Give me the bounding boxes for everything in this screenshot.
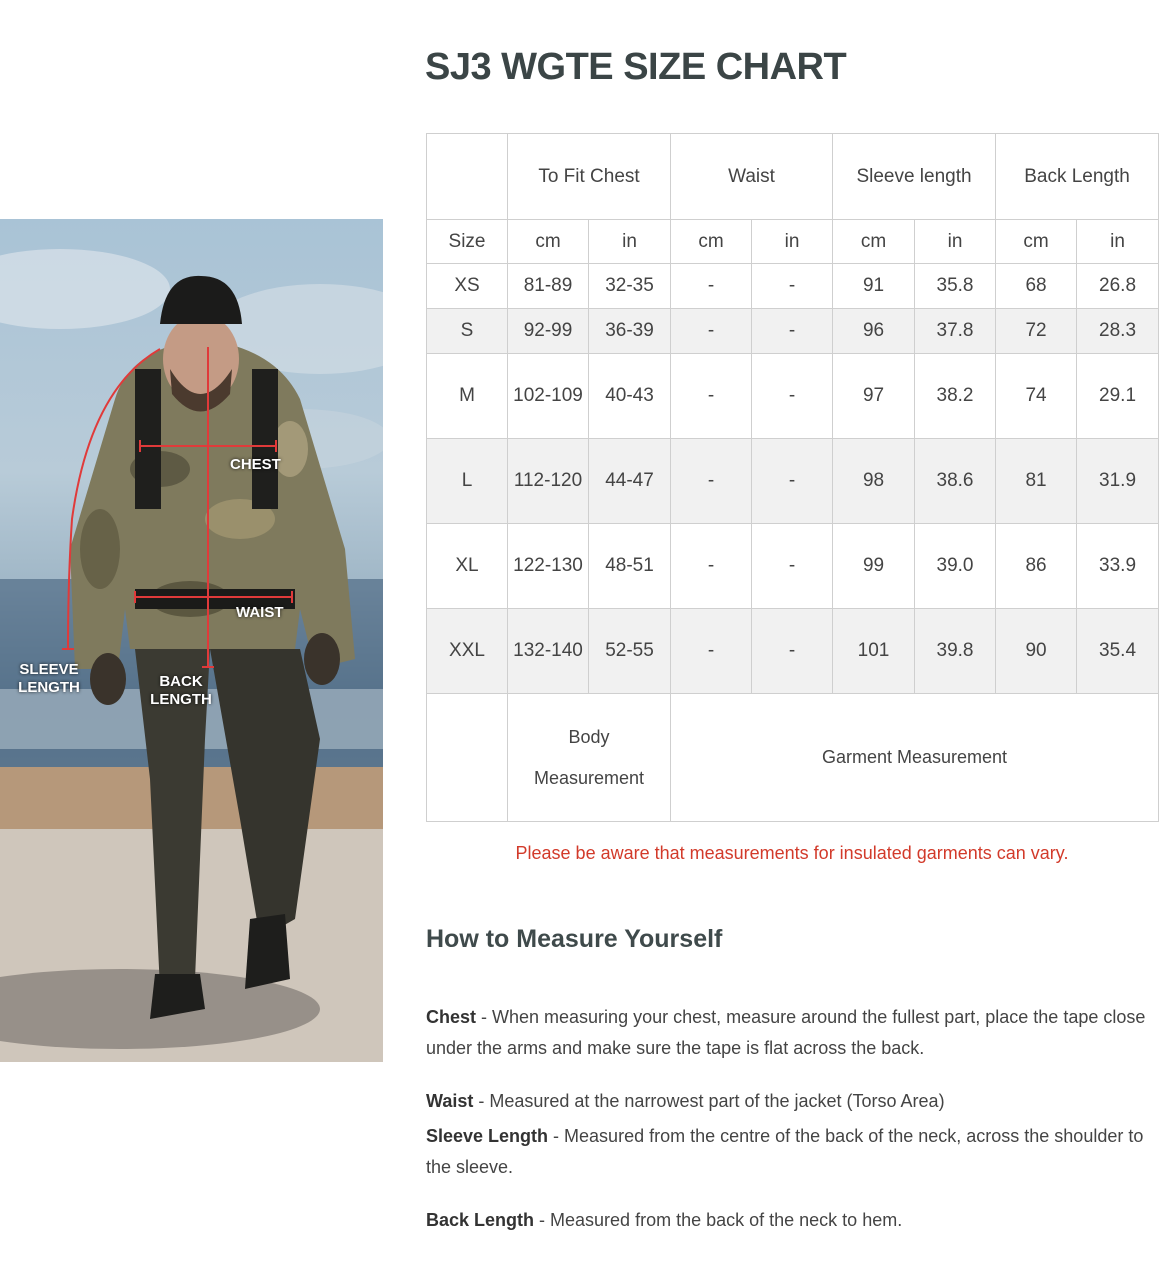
table-cell: - — [671, 524, 752, 609]
instruction-term: Chest — [426, 1007, 477, 1027]
table-cell: 68 — [996, 264, 1077, 309]
back-length-label: BACK LENGTH — [150, 673, 212, 708]
table-cell: - — [752, 354, 833, 439]
table-cell: 39.8 — [915, 609, 996, 694]
instruction-text: - Measured from the centre of the back of the neck, across the shoulder to the sleeve. — [426, 1126, 1144, 1177]
table-cell: 74 — [996, 354, 1077, 439]
table-cell: 81-89 — [508, 264, 589, 309]
insulated-garment-notice: Please be aware that measurements for insulated garments can vary. — [515, 843, 1069, 863]
table-cell: - — [752, 309, 833, 354]
table-group-header — [427, 134, 1159, 220]
table-cell: 92-99 — [508, 309, 589, 354]
waist-label: WAIST — [236, 604, 284, 621]
blank-cell — [427, 694, 508, 822]
table-cell: 90 — [996, 609, 1077, 694]
table-cell: 81 — [996, 439, 1077, 524]
table-cell: - — [671, 264, 752, 309]
table-cell: 91 — [833, 264, 915, 309]
table-footer-row — [427, 694, 1159, 822]
instruction-term: Back Length — [426, 1210, 535, 1230]
table-cell: 31.9 — [1077, 439, 1159, 524]
table-cell: 122-130 — [508, 524, 589, 609]
table-cell: 72 — [996, 309, 1077, 354]
table-cell: 112-120 — [508, 439, 589, 524]
table-cell: - — [752, 439, 833, 524]
page-title: SJ3 WGTE SIZE CHART — [425, 46, 847, 88]
instruction-term: Waist — [426, 1091, 474, 1111]
table-cell: L — [427, 439, 508, 524]
table-row — [427, 439, 1159, 524]
table-row — [427, 524, 1159, 609]
table-row — [427, 264, 1159, 309]
table-cell: 38.6 — [915, 439, 996, 524]
how-to-measure-heading: How to Measure Yourself — [426, 925, 723, 953]
table-cell: 32-35 — [589, 264, 671, 309]
table-cell: - — [671, 309, 752, 354]
chest-label: CHEST — [230, 456, 281, 473]
table-cell: - — [671, 609, 752, 694]
group-back-length: Back Length — [996, 134, 1159, 220]
instruction-term: Sleeve Length — [426, 1126, 549, 1146]
table-row — [427, 309, 1159, 354]
table-cell: 99 — [833, 524, 915, 609]
sleeve-length-instruction — [426, 1121, 1146, 1183]
group-sleeve-length: Sleeve length — [833, 134, 996, 220]
table-cell: 97 — [833, 354, 915, 439]
unit-header-cell: in — [1077, 220, 1159, 264]
chest-instruction — [426, 1002, 1146, 1064]
table-cell: 44-47 — [589, 439, 671, 524]
unit-header-cell: Size — [427, 220, 508, 264]
table-cell: - — [752, 264, 833, 309]
table-cell: 36-39 — [589, 309, 671, 354]
group-waist: Waist — [671, 134, 833, 220]
body-measurement-note: Body Measurement — [508, 694, 671, 822]
garment-measurement-note: Garment Measurement — [671, 694, 1159, 822]
table-cell: 28.3 — [1077, 309, 1159, 354]
table-cell: XXL — [427, 609, 508, 694]
instruction-text: - Measured at the narrowest part of the jacket (Torso Area) — [473, 1091, 945, 1111]
instruction-text: - When measuring your chest, measure around the fullest part, place the tape close under the arms and make sure the tape is flat across the back. — [426, 1007, 1146, 1058]
unit-header-cell: in — [752, 220, 833, 264]
table-cell: 35.8 — [915, 264, 996, 309]
waist-instruction — [426, 1086, 1146, 1117]
table-cell: 33.9 — [1077, 524, 1159, 609]
unit-header-cell: cm — [508, 220, 589, 264]
unit-header-cell: in — [915, 220, 996, 264]
table-cell: 86 — [996, 524, 1077, 609]
unit-header-cell: cm — [833, 220, 915, 264]
table-cell: 37.8 — [915, 309, 996, 354]
table-cell: XL — [427, 524, 508, 609]
model-illustration — [0, 219, 383, 1062]
table-cell: 52-55 — [589, 609, 671, 694]
table-cell: 101 — [833, 609, 915, 694]
table-cell: S — [427, 309, 508, 354]
table-cell: 102-109 — [508, 354, 589, 439]
sleeve-length-label: SLEEVE LENGTH — [18, 661, 80, 696]
table-cell: 40-43 — [589, 354, 671, 439]
size-chart-table — [426, 133, 1159, 822]
table-cell: 48-51 — [589, 524, 671, 609]
table-cell: - — [671, 354, 752, 439]
table-cell: M — [427, 354, 508, 439]
instruction-text: - Measured from the back of the neck to hem. — [534, 1210, 903, 1230]
table-cell: - — [752, 609, 833, 694]
unit-header-cell: cm — [996, 220, 1077, 264]
unit-header-cell: in — [589, 220, 671, 264]
group-chest: To Fit Chest — [508, 134, 671, 220]
table-cell: 96 — [833, 309, 915, 354]
table-cell: XS — [427, 264, 508, 309]
table-cell: 38.2 — [915, 354, 996, 439]
table-row — [427, 609, 1159, 694]
table-cell: - — [671, 439, 752, 524]
table-cell: 26.8 — [1077, 264, 1159, 309]
table-cell: 29.1 — [1077, 354, 1159, 439]
table-cell: - — [752, 524, 833, 609]
table-cell: 39.0 — [915, 524, 996, 609]
table-cell: 132-140 — [508, 609, 589, 694]
back-length-instruction — [426, 1205, 1146, 1236]
blank-cell — [427, 134, 508, 220]
table-cell: 98 — [833, 439, 915, 524]
table-row — [427, 354, 1159, 439]
table-unit-header — [427, 220, 1159, 264]
unit-header-cell: cm — [671, 220, 752, 264]
model-photo — [0, 219, 383, 1062]
table-cell: 35.4 — [1077, 609, 1159, 694]
